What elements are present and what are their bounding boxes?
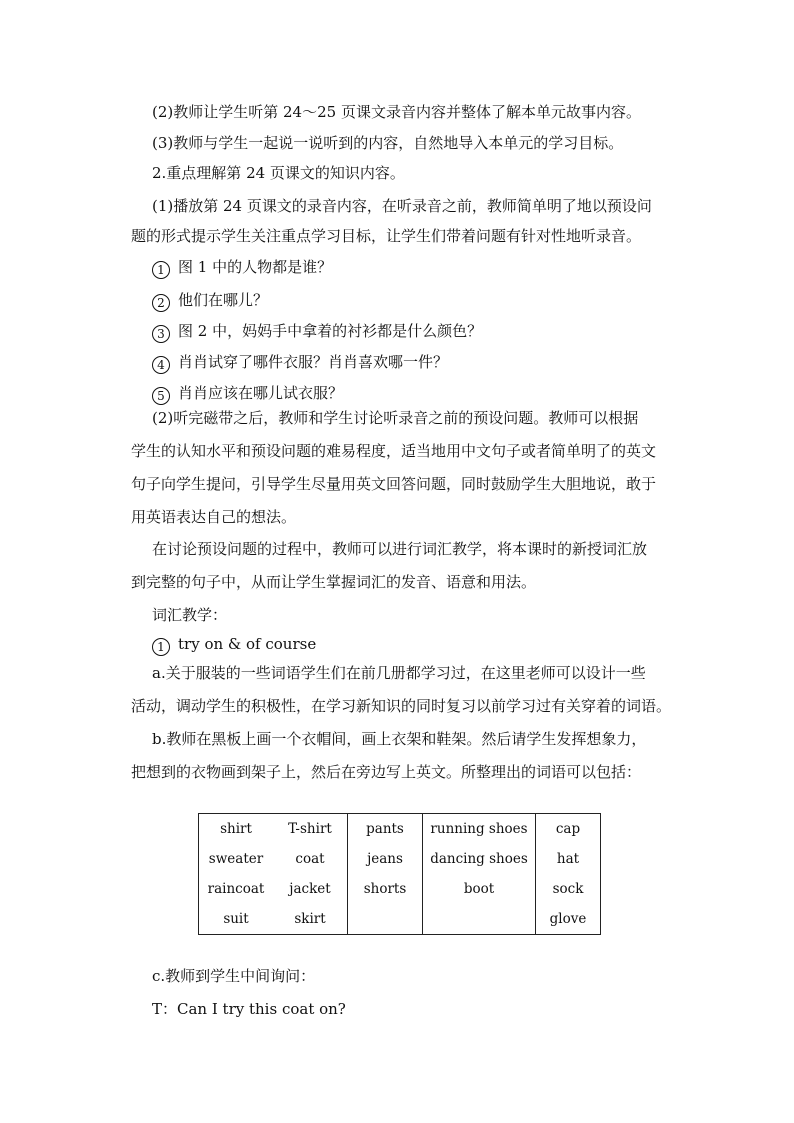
section-heading: 词汇教学：: [152, 606, 228, 624]
question-text: 图 1 中的人物都是谁？: [178, 258, 333, 276]
text-line: (3)教师与学生一起说一说听到的内容，自然地导入本单元的学习目标。: [152, 134, 624, 152]
table-cell: hat: [536, 844, 601, 874]
question-item: [152, 257, 794, 279]
text-line: b.教师在黑板上画一个衣帽间，画上衣架和鞋架。然后请学生发挥想象力，: [152, 730, 647, 748]
text-line: (1)播放第 24 页课文的录音内容，在听录音之前，教师简单明了地以预设问: [152, 197, 652, 215]
vocab-item: [152, 634, 794, 656]
text-line: (2)听完磁带之后，教师和学生讨论听录音之前的预设问题。教师可以根据: [152, 409, 639, 427]
dialog-line: T：Can I try this coat on?: [152, 1000, 346, 1018]
text-line: 句子向学生提问，引导学生尽量用英文回答问题，同时鼓励学生大胆地说，敢于: [131, 475, 657, 493]
table-cell: jeans: [348, 844, 423, 874]
question-text: 肖肖试穿了哪件衣服？肖肖喜欢哪一件？: [178, 353, 449, 371]
table-cell: sweater: [199, 844, 274, 874]
question-text: 肖肖应该在哪儿试衣服？: [178, 384, 344, 402]
circled-number: 1: [152, 638, 170, 656]
question-item: [152, 352, 794, 374]
table-cell: cap: [536, 814, 601, 845]
question-item: [152, 321, 794, 343]
question-text: 图 2 中，妈妈手中拿着的衬衫都是什么颜色？: [178, 322, 483, 340]
circled-number: 3: [152, 325, 170, 343]
circled-number: 4: [152, 356, 170, 374]
text-line: 在讨论预设问题的过程中，教师可以进行词汇教学，将本课时的新授词汇放: [152, 540, 648, 558]
table-cell: glove: [536, 904, 601, 935]
table-cell: skirt: [294, 911, 326, 927]
table-cell: dancing shoes: [423, 844, 536, 874]
question-text: 他们在哪儿？: [178, 291, 269, 309]
question-item: [152, 290, 794, 312]
text-line: (2)教师让学生听第 24～25 页课文录音内容并整体了解本单元故事内容。: [152, 103, 641, 121]
vocab-text: try on & of course: [178, 635, 317, 653]
text-line: 活动，调动学生的积极性，在学习新知识的同时复习以前学习过有关穿着的词语。: [131, 697, 672, 715]
circled-number: 5: [152, 387, 170, 405]
text-line: 学生的认知水平和预设问题的难易程度，适当地用中文句子或者简单明了的英文: [131, 442, 657, 460]
text-line: c.教师到学生中间询问：: [152, 967, 316, 985]
table-cell: sock: [536, 874, 601, 904]
table-cell: shirt: [199, 814, 274, 845]
text-line: 2.重点理解第 24 页课文的知识内容。: [152, 164, 405, 182]
table-cell: running shoes: [423, 814, 536, 845]
question-item: [152, 383, 794, 405]
text-line: a.关于服装的一些词语学生们在前几册都学习过，在这里老师可以设计一些: [152, 664, 646, 682]
table-cell: jacket: [289, 881, 331, 897]
table-cell: raincoat: [199, 874, 274, 904]
text-line: 用英语表达自己的想法。: [131, 508, 297, 526]
table-cell: boot: [423, 874, 536, 904]
table-cell: suit: [199, 904, 274, 935]
circled-number: 1: [152, 261, 170, 279]
table-cell: T-shirt: [288, 821, 332, 837]
table-cell: pants: [348, 814, 423, 845]
table-cell: shorts: [348, 874, 423, 904]
circled-number: 2: [152, 294, 170, 312]
text-line: 题的形式提示学生关注重点学习目标，让学生们带着问题有针对性地听录音。: [131, 227, 642, 245]
text-line: 到完整的句子中，从而让学生掌握词汇的发音、语意和用法。: [131, 573, 537, 591]
table-cell: coat: [295, 851, 325, 867]
text-line: 把想到的衣物画到架子上，然后在旁边写上英文。所整理出的词语可以包括：: [131, 763, 642, 781]
